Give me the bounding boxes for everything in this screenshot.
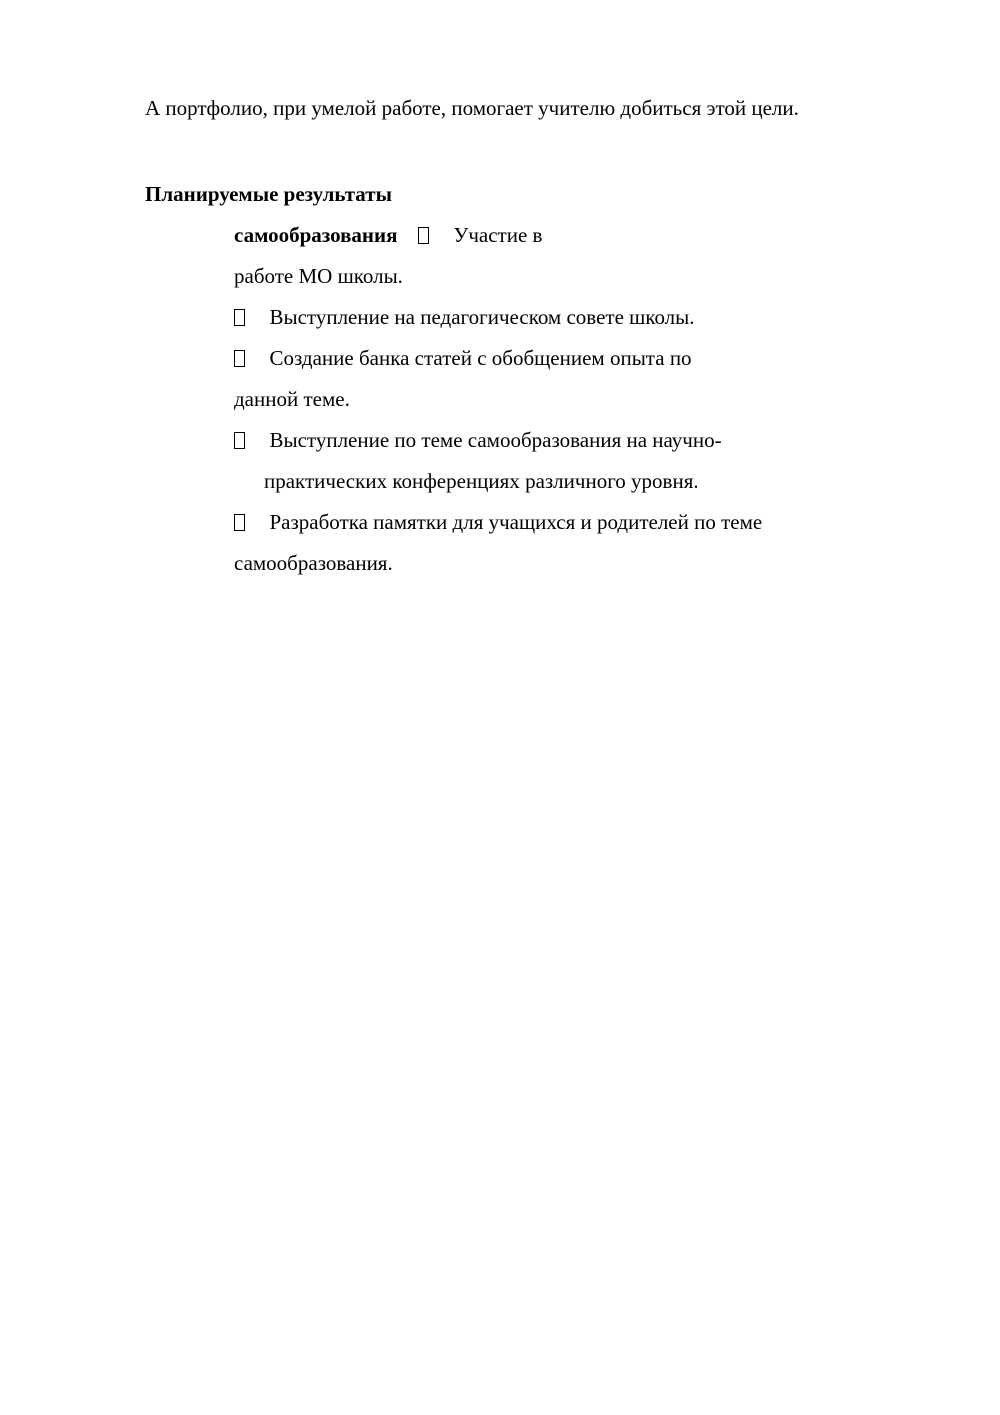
item2-line1: Выступление на педагогическом совете школы. [269, 305, 695, 329]
heading-line2-with-item1 [234, 225, 542, 246]
item5-line2: самообразования. [234, 551, 393, 575]
item1-line2: работе МО школы. [234, 264, 403, 288]
item3-line2: данной теме. [234, 387, 350, 411]
item4-line2: практических конференциях различного уровня. [264, 469, 699, 493]
list-item-2 [234, 307, 695, 328]
box-bullet-icon [234, 350, 245, 367]
section-heading-line2: самообразования [234, 223, 398, 247]
item4-line1: Выступление по теме самообразования на научно- [269, 428, 722, 452]
item1-line1: Участие в [453, 223, 543, 247]
list-item-3 [234, 348, 692, 369]
list-item-5 [234, 512, 762, 533]
item5-line1: Разработка памятки для учащихся и родителей по теме [269, 510, 763, 534]
box-bullet-icon [418, 227, 429, 244]
intro-paragraph: А портфолио, при умелой работе, помогает учителю добиться этой цели. [145, 96, 799, 120]
box-bullet-icon [234, 309, 245, 326]
box-bullet-icon [234, 514, 245, 531]
item3-line1: Создание банка статей с обобщением опыта по [269, 346, 692, 370]
box-bullet-icon [234, 432, 245, 449]
section-heading-line1: Планируемые результаты [145, 182, 392, 206]
list-item-4 [234, 430, 722, 451]
